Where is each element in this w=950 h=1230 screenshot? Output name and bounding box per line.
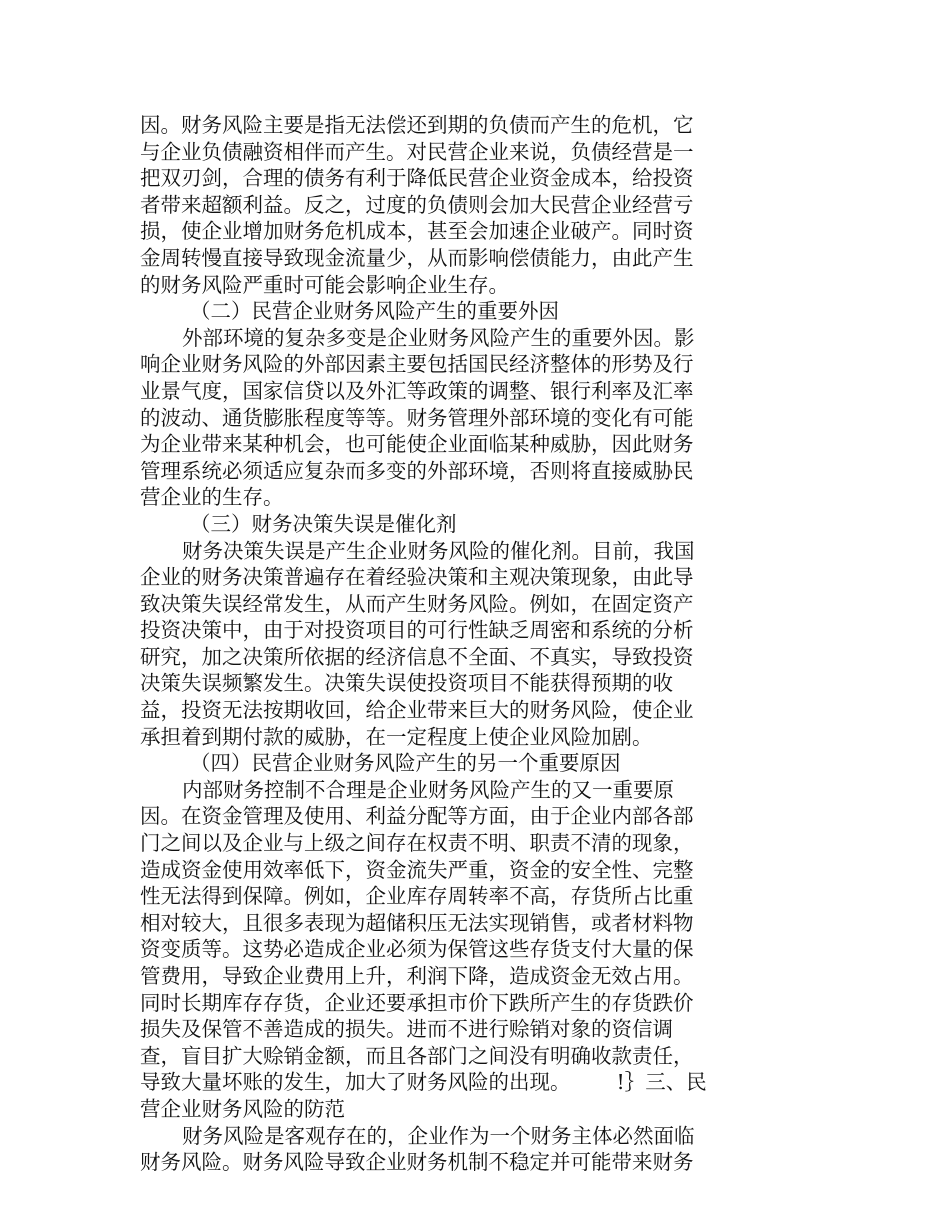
line-text: 同时长期库存存货，企业还要承担市价下跌所产生的存货跌价	[140, 990, 694, 1015]
line-text: 的波动、通货膨胀程度等等。财务管理外部环境的变化有可能	[140, 405, 694, 430]
line-text: （二）民营企业财务风险产生的重要外因	[190, 299, 559, 324]
text-line	[140, 1043, 730, 1070]
line-text: 研究，加之决策所依据的经济信息不全面、不真实，导致投资	[140, 644, 694, 669]
text-line	[140, 670, 730, 697]
line-text: 把双刃剑，合理的债务有利于降低民营企业资金成本，给投资	[140, 166, 694, 191]
line-text: 者带来超额利益。反之，过度的负债则会加大民营企业经营亏	[140, 192, 694, 217]
line-text: 的财务风险严重时可能会影响企业生存。	[140, 272, 509, 297]
text-line	[140, 1069, 730, 1096]
text-line	[140, 644, 730, 671]
text-line	[140, 936, 730, 963]
line-text: 门之间以及企业与上级之间存在权责不明、职责不清的现象，	[140, 831, 694, 856]
line-text: 管费用，导致企业费用上升，利润下降，造成资金无效占用。	[140, 964, 694, 988]
paragraph-first-line	[140, 1123, 730, 1150]
line-text: 承担着到期付款的威胁，在一定程度上使企业风险加剧。	[140, 724, 653, 749]
line-text: 致决策失误经常发生，从而产生财务风险。例如，在固定资产	[140, 591, 694, 616]
paragraph-first-line	[140, 777, 730, 804]
text-line	[140, 405, 730, 432]
line-text: 益，投资无法按期收回，给企业带来巨大的财务风险，使企业	[140, 698, 694, 723]
line-text: 财务风险是客观存在的，企业作为一个财务主体必然面临	[182, 1123, 695, 1148]
line-text: 导致大量坏账的发生，加大了财务风险的出现。	[140, 1070, 571, 1095]
line-text: 相对较大，且很多表现为超储积压无法实现销售，或者材料物	[140, 910, 694, 935]
line-text: 与企业负债融资相伴而产生。对民营企业来说，负债经营是一	[140, 139, 694, 164]
text-line	[140, 1096, 730, 1123]
document-page	[140, 112, 730, 1176]
line-text: 内部财务控制不合理是企业财务风险产生的又一重要原	[182, 777, 674, 802]
text-line	[140, 484, 730, 511]
text-line	[140, 591, 730, 618]
text-line	[140, 245, 730, 272]
text-line	[140, 830, 730, 857]
paragraph-first-line	[140, 325, 730, 352]
line-text: 金周转慢直接导致现金流量少，从而影响偿债能力，由此产生	[140, 245, 694, 270]
line-text: 造成资金使用效率低下，资金流失严重，资金的安全性、完整	[140, 857, 694, 882]
line-tail-text: !｝三、民	[616, 1070, 707, 1095]
line-text: 营企业的生存。	[140, 485, 284, 510]
text-line	[140, 803, 730, 830]
text-line	[140, 165, 730, 192]
text-line	[140, 883, 730, 910]
line-text: 性无法得到保障。例如，企业库存周转率不高，存货所占比重	[140, 884, 694, 909]
text-line	[140, 724, 730, 751]
line-text: 营企业财务风险的防范	[140, 1096, 345, 1121]
text-line	[140, 564, 730, 591]
paragraph-first-line	[140, 538, 730, 565]
section-heading	[140, 298, 730, 325]
text-line	[140, 431, 730, 458]
section-heading	[140, 511, 730, 538]
text-line	[140, 378, 730, 405]
line-text: 财务风险。财务风险导致企业财务机制不稳定并可能带来财务	[140, 1150, 694, 1175]
line-text: 响企业财务风险的外部因素主要包括国民经济整体的形势及行	[140, 352, 694, 377]
line-text: 企业的财务决策普遍存在着经验决策和主观决策现象，由此导	[140, 565, 694, 590]
section-heading	[140, 750, 730, 777]
line-text: 决策失误频繁发生。决策失误使投资项目不能获得预期的收	[140, 671, 673, 696]
text-line	[140, 963, 730, 990]
line-text: 为企业带来某种机会，也可能使企业面临某种威胁，因此财务	[140, 432, 694, 457]
line-text: 损失及保管不善造成的损失。进而不进行赊销对象的资信调	[140, 1017, 673, 1042]
line-text: 财务决策失误是产生企业财务风险的催化剂。目前，我国	[182, 538, 695, 563]
text-line	[140, 1016, 730, 1043]
text-line	[140, 272, 730, 299]
line-text: 投资决策中，由于对投资项目的可行性缺乏周密和系统的分析	[140, 618, 694, 643]
text-line	[140, 617, 730, 644]
line-text: （三）财务决策失误是催化剂	[190, 511, 457, 536]
line-text: 因。财务风险主要是指无法偿还到期的负债而产生的危机，它	[140, 113, 694, 137]
line-text: （四）民营企业财务风险产生的另一个重要原因	[190, 751, 621, 776]
text-line	[140, 857, 730, 884]
text-line	[140, 990, 730, 1017]
text-line	[140, 458, 730, 485]
line-text: 管理系统必须适应复杂而多变的外部环境，否则将直接威胁民	[140, 458, 694, 483]
text-line	[140, 192, 730, 219]
text-line	[140, 112, 730, 139]
text-line	[140, 910, 730, 937]
line-text: 资变质等。这势必造成企业必须为保管这些存货支付大量的保	[140, 937, 694, 962]
text-line	[140, 351, 730, 378]
text-line	[140, 139, 730, 166]
line-text: 业景气度，国家信贷以及外汇等政策的调整、银行利率及汇率	[140, 378, 694, 403]
text-line	[140, 1149, 730, 1176]
line-text: 因。在资金管理及使用、利益分配等方面，由于企业内部各部	[140, 804, 694, 829]
line-text: 外部环境的复杂多变是企业财务风险产生的重要外因。影	[182, 325, 695, 350]
line-text: 损，使企业增加财务危机成本，甚至会加速企业破产。同时资	[140, 219, 694, 244]
text-line	[140, 218, 730, 245]
text-line	[140, 697, 730, 724]
line-text: 查，盲目扩大赊销金额，而且各部门之间没有明确收款责任，	[140, 1043, 694, 1068]
